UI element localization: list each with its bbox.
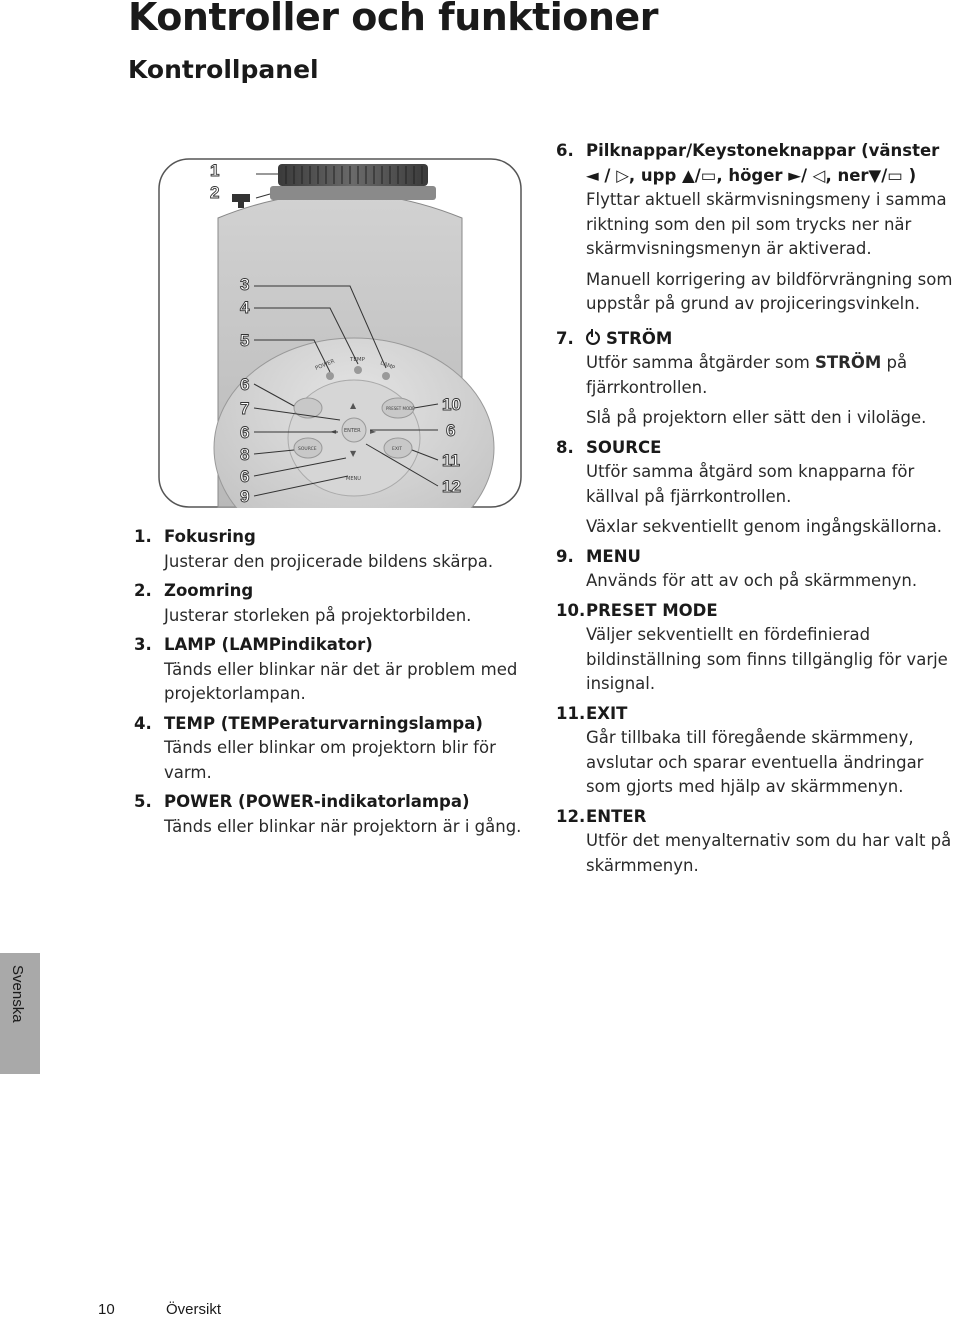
item-title-arrows: ◄ / ▷, upp ▲/▭, höger ►/ ◁, ner▼/▭ )	[586, 165, 917, 185]
list-item	[556, 805, 960, 879]
list-item	[556, 436, 960, 540]
item-number: 12.	[556, 806, 586, 826]
item-description: Utför samma åtgärd som knapparna för källval på fjärrkontrollen.	[586, 462, 915, 506]
item-extra: Växlar sekventiellt genom ingångskällorna.	[586, 517, 942, 536]
page-title: Kontroller och funktioner	[128, 0, 658, 39]
item-title: ENTER	[586, 806, 647, 826]
callout-5: 5	[240, 331, 250, 350]
item-title: PRESET MODE	[586, 600, 718, 620]
callout-2: 2	[210, 183, 220, 202]
svg-text:►: ►	[370, 427, 377, 436]
item-title: MENU	[586, 546, 641, 566]
label-power: POWER	[314, 358, 336, 372]
list-item	[134, 790, 524, 839]
temp-indicator	[354, 366, 362, 374]
item-number: 9.	[556, 546, 574, 566]
lamp-indicator	[382, 372, 390, 380]
item-description: Tänds eller blinkar när projektorn är i gång.	[164, 816, 522, 836]
item-number: 10.	[556, 600, 586, 620]
item-title: SOURCE	[586, 437, 662, 457]
zoom-lever	[232, 194, 250, 202]
item-description: Tänds eller blinkar när det är problem med projektorlampan.	[164, 659, 518, 703]
section-subtitle: Kontrollpanel	[128, 55, 319, 84]
svg-text:▲: ▲	[350, 401, 357, 410]
callout-4: 4	[240, 298, 250, 317]
svg-text:MENU: MENU	[346, 476, 361, 482]
language-tab-label: Svenska	[9, 965, 26, 1023]
item-description: Väljer sekventiellt en fördefinierad bildinställning som finns tillgänglig för varje insignal.	[586, 625, 948, 693]
item-description: Används för att av och på skärmmenyn.	[586, 571, 918, 590]
callout-6d: 6	[446, 421, 456, 440]
item-extra: Manuell korrigering av bildförvrängning som uppstår på grund av projiceringsvinkeln.	[586, 269, 953, 313]
item-description: Flyttar aktuell skärmvisningsmeny i samma riktning som den pil som trycks ner när skärmvisningsmenyn är aktiverad.	[586, 190, 947, 258]
control-panel-diagram	[158, 158, 522, 508]
item-number: 11.	[556, 703, 586, 723]
power-button	[294, 398, 322, 418]
item-extra: Slå på projektorn eller sätt den i viloläge.	[586, 408, 927, 427]
list-item	[134, 579, 524, 628]
page-number: 10	[98, 1301, 115, 1318]
svg-text:◄: ◄	[330, 427, 337, 436]
callout-7: 7	[240, 399, 250, 418]
zoom-ring	[270, 186, 436, 200]
callout-11: 11	[442, 451, 460, 470]
item-number: 4.	[134, 713, 152, 733]
list-item	[556, 599, 960, 697]
item-title: TEMP (TEMPeraturvarningslampa)	[164, 713, 483, 733]
svg-text:EXIT: EXIT	[392, 447, 403, 452]
power-indicator	[326, 372, 334, 380]
callout-6a: 6	[240, 375, 250, 394]
list-item	[134, 633, 524, 707]
footer-section-label: Översikt	[166, 1301, 222, 1318]
item-title: Pilknappar/Keystoneknappar (vänster	[586, 141, 940, 160]
item-number: 8.	[556, 437, 574, 457]
list-item	[134, 712, 524, 786]
item-title: POWER (POWER-indikatorlampa)	[164, 792, 470, 811]
list-item	[134, 525, 524, 574]
callout-9: 9	[240, 487, 250, 506]
svg-text:SOURCE: SOURCE	[298, 447, 317, 452]
item-title: LAMP (LAMPindikator)	[164, 635, 373, 654]
item-description: Går tillbaka till föregående skärmmeny, avslutar och sparar eventuella ändringar som gjorts med hjälp av skärmmenyn.	[586, 728, 924, 796]
callout-6b: 6	[240, 423, 250, 442]
power-icon	[586, 331, 600, 345]
item-description: Justerar storleken på projektorbilden.	[164, 605, 472, 625]
callout-3: 3	[240, 275, 250, 294]
item-description: Tänds eller blinkar om projektorn blir för varm.	[164, 738, 496, 782]
callout-10: 10	[442, 395, 461, 414]
callout-1: 1	[210, 161, 220, 180]
list-item	[556, 702, 960, 800]
item-title: Fokusring	[164, 527, 256, 546]
callout-12: 12	[442, 477, 461, 496]
item-description: Justerar den projicerade bildens skärpa.	[164, 551, 494, 571]
item-number: 6.	[556, 141, 574, 160]
item-description: Utför det menyalternativ som du har valt på skärmmenyn.	[586, 831, 952, 875]
item-title: Zoomring	[164, 581, 254, 600]
item-number: 3.	[134, 635, 152, 654]
left-feature-list	[134, 525, 524, 844]
list-item	[556, 545, 960, 594]
svg-text:PRESET MODE: PRESET MODE	[386, 406, 415, 411]
callout-6c: 6	[240, 467, 250, 486]
item-number: 5.	[134, 792, 152, 811]
item-number: 7.	[556, 328, 574, 348]
list-item	[556, 139, 960, 317]
list-item	[556, 327, 960, 431]
right-feature-list	[556, 139, 960, 883]
item-number: 1.	[134, 527, 152, 546]
callout-8: 8	[240, 445, 250, 464]
label-lamp: LAMP	[379, 360, 396, 372]
item-description: Utför samma åtgärder som STRÖM på fjärrkontrollen.	[586, 353, 908, 397]
svg-text:ENTER: ENTER	[344, 428, 361, 434]
svg-text:▼: ▼	[350, 449, 357, 458]
item-title: STRÖM	[586, 327, 960, 352]
label-temp: TEMP	[350, 357, 365, 363]
item-title: EXIT	[586, 703, 628, 723]
language-tab	[0, 953, 40, 1074]
item-number: 2.	[134, 581, 152, 600]
